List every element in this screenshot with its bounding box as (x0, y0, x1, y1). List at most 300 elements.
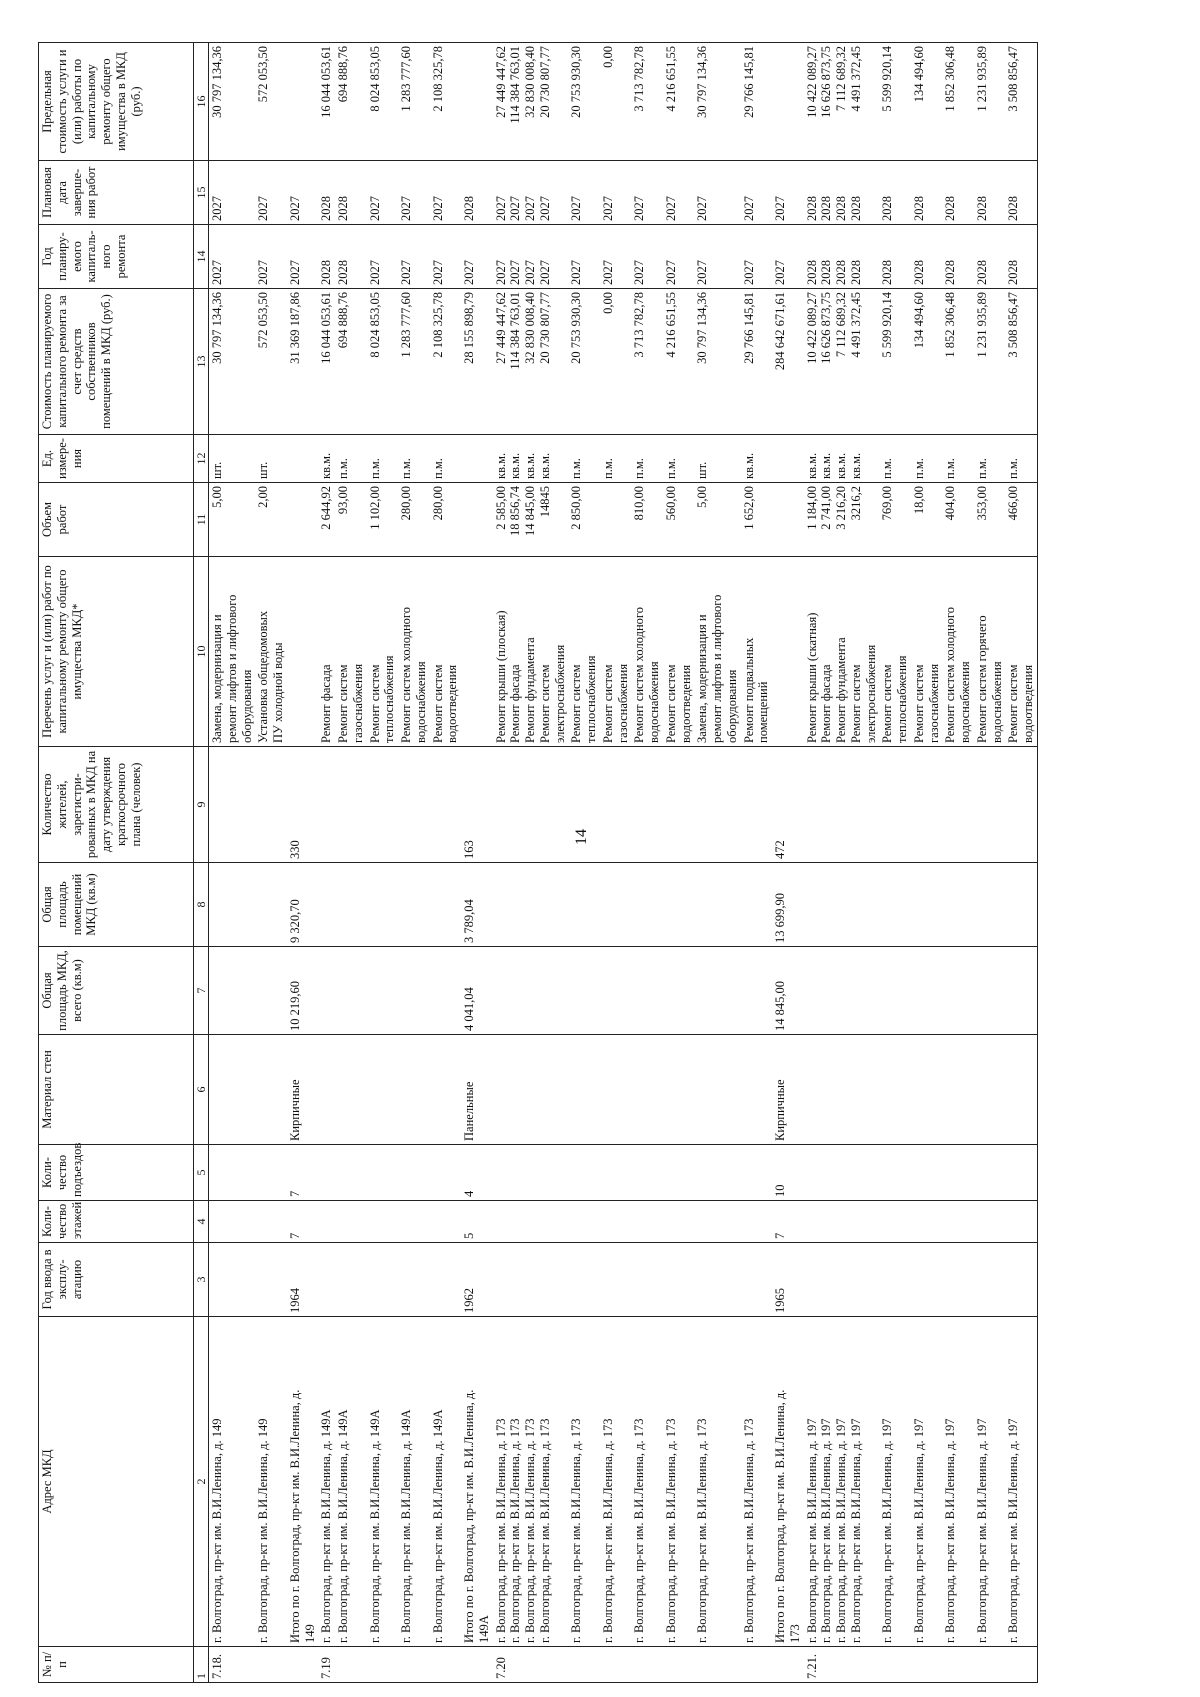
cell-planned-cost: 30 797 134,36 (209, 289, 256, 435)
column-number: 3 (194, 1243, 209, 1317)
cell-floors (209, 1201, 256, 1243)
cell-wall-material (430, 1035, 462, 1145)
column-number: 9 (194, 747, 209, 863)
cell-wall-material (1005, 1035, 1037, 1145)
cell-line: 14845 (537, 486, 552, 518)
cell-premises-area (804, 863, 880, 947)
cell-residents (663, 747, 695, 863)
cell-work-list (209, 557, 256, 747)
cell-entrances (568, 1145, 600, 1201)
cell-work-list (631, 557, 663, 747)
cell-work-list (600, 557, 632, 747)
cell-completion-date: 2028 (911, 161, 943, 225)
cell-item-number (461, 1647, 493, 1683)
cell-max-cost: 8 024 853,05 (367, 43, 399, 161)
cell-wall-material (804, 1035, 880, 1145)
cell-planned-cost (493, 289, 569, 435)
cell-wall-material (335, 1035, 367, 1145)
table-row (318, 43, 335, 1683)
cell-line: 10 422 089,27 (804, 46, 819, 118)
cell-work-volume: 1 652,00 (741, 483, 773, 557)
cell-entrances (367, 1145, 399, 1201)
cell-work-list (335, 557, 367, 747)
cell-item-number (942, 1647, 974, 1683)
cell-entrances (694, 1145, 740, 1201)
cell-unit (804, 435, 880, 483)
cell-line: 18 856,74 (508, 486, 523, 536)
cell-completion-date: 2028 (318, 161, 335, 225)
cell-max-cost: 3 713 782,78 (631, 43, 663, 161)
cell-premises-area (568, 863, 600, 947)
cell-line: оборудования (239, 669, 254, 743)
cell-entrances (398, 1145, 430, 1201)
cell-floors: 5 (461, 1201, 493, 1243)
cell-address (493, 1317, 569, 1647)
cell-item-number: 7.18. (209, 1647, 256, 1683)
cell-unit: п.м. (1005, 435, 1037, 483)
cell-line: Ремонт систем (430, 664, 445, 743)
cell-line: 32 830 008,40 (523, 292, 538, 364)
cell-entrances (209, 1145, 256, 1201)
cell-line: Установка общедомовых (256, 610, 271, 743)
cell-floors (694, 1201, 740, 1243)
cell-address: г. Волгоград, пр-кт им. В.И.Ленина, д. 173 (600, 1317, 632, 1647)
cell-max-cost (804, 43, 880, 161)
cell-commission-year (367, 1243, 399, 1317)
column-number: 1 (194, 1647, 209, 1683)
cell-planned-cost: 28 155 898,79 (461, 289, 493, 435)
cell-line: Ремонт систем (880, 664, 895, 743)
cell-item-number (287, 1647, 319, 1683)
cell-address: г. Волгоград, пр-кт им. В.И.Ленина, д. 197 (942, 1317, 974, 1647)
cell-residents (911, 747, 943, 863)
table-row (493, 43, 569, 1683)
column-number: 16 (194, 43, 209, 161)
cell-commission-year (430, 1243, 462, 1317)
cell-address: г. Волгоград, пр-кт им. В.И.Ленина, д. 173 (631, 1317, 663, 1647)
cell-premises-area (493, 863, 569, 947)
header-row (39, 43, 194, 1683)
cell-line: теплоснабжения (895, 655, 910, 743)
cell-line: 2 741,00 (819, 486, 834, 530)
cell-entrances (335, 1145, 367, 1201)
cell-repair-year: 2027 (631, 225, 663, 289)
cell-address: г. Волгоград, пр-кт им. В.И.Ленина, д. 149 (255, 1317, 287, 1647)
cell-completion-date: 2027 (772, 161, 804, 225)
table-row (694, 43, 740, 1683)
cell-entrances: 10 (772, 1145, 804, 1201)
cell-max-cost: 20 753 930,30 (568, 43, 600, 161)
cell-wall-material (911, 1035, 943, 1145)
cell-line: Замена, модернизация и (210, 614, 225, 743)
table-row (430, 43, 462, 1683)
cell-work-list (879, 557, 911, 747)
cell-entrances (974, 1145, 1006, 1201)
cell-line: 27 449 447,62 (493, 46, 508, 118)
cell-residents (335, 747, 367, 863)
cell-unit: п.м. (568, 435, 600, 483)
cell-premises-area (335, 863, 367, 947)
cell-work-list (255, 557, 287, 747)
cell-max-cost (493, 43, 569, 161)
cell-premises-area (974, 863, 1006, 947)
cell-total-area (879, 947, 911, 1035)
cell-completion-date: 2027 (398, 161, 430, 225)
cell-entrances (493, 1145, 569, 1201)
cell-residents (493, 747, 569, 863)
cell-address: г. Волгоград, пр-кт им. В.И.Ленина, д. 149А (398, 1317, 430, 1647)
cell-total-area (1005, 947, 1037, 1035)
cell-address: г. Волгоград, пр-кт им. В.И.Ленина, д. 149 (209, 1317, 256, 1647)
header-wall-material: Материал стен (39, 1035, 194, 1145)
cell-address: г. Волгоград, пр-кт им. В.И.Ленина, д. 173 (741, 1317, 773, 1647)
cell-wall-material: Панельные (461, 1035, 493, 1145)
header-address: Адрес МКД (39, 1317, 194, 1647)
header-max-cost: Предельная стоимость услуги и (или) работы по капитальному ремонту общего имущества в МКД (руб.) (39, 43, 194, 161)
cell-work-list (974, 557, 1006, 747)
cell-work-list (367, 557, 399, 747)
cell-line: Ремонт фасада (819, 664, 834, 743)
cell-max-cost (772, 43, 804, 161)
cell-address: г. Волгоград, пр-кт им. В.И.Ленина, д. 197 (879, 1317, 911, 1647)
column-number: 7 (194, 947, 209, 1035)
cell-line: Ремонт систем (569, 664, 584, 743)
cell-planned-cost: 3 508 856,47 (1005, 289, 1037, 435)
cell-work-volume (804, 483, 880, 557)
cell-work-list (663, 557, 695, 747)
rotated-table-container (38, 43, 1198, 1683)
header-unit: Ед. измере-ния (39, 435, 194, 483)
cell-address: г. Волгоград, пр-кт им. В.И.Ленина, д. 173 (663, 1317, 695, 1647)
cell-unit: п.м. (335, 435, 367, 483)
cell-line: 27 449 447,62 (493, 292, 508, 364)
cell-planned-cost: 20 753 930,30 (568, 289, 600, 435)
cell-planned-cost: 284 642 671,61 (772, 289, 804, 435)
cell-address (287, 1317, 319, 1647)
cell-unit: шт. (209, 435, 256, 483)
cell-line: 2028 (819, 260, 834, 285)
cell-unit: п.м. (367, 435, 399, 483)
cell-item-number (974, 1647, 1006, 1683)
cell-premises-area (255, 863, 287, 947)
cell-max-cost: 572 053,50 (255, 43, 287, 161)
cell-total-area (209, 947, 256, 1035)
cell-planned-cost: 16 044 053,61 (318, 289, 335, 435)
cell-entrances (1005, 1145, 1037, 1201)
cell-line: 149 (302, 1624, 317, 1643)
cell-residents (430, 747, 462, 863)
cell-wall-material (568, 1035, 600, 1145)
cell-total-area (942, 947, 974, 1035)
cell-floors (255, 1201, 287, 1243)
cell-line: 149А (476, 1615, 491, 1643)
cell-work-volume (493, 483, 569, 557)
cell-commission-year (804, 1243, 880, 1317)
cell-entrances (741, 1145, 773, 1201)
cell-line: Ремонт фундамента (834, 637, 849, 743)
cell-repair-year: 2028 (974, 225, 1006, 289)
cell-line: водоотведения (1021, 664, 1036, 743)
cell-planned-cost: 29 766 145,81 (741, 289, 773, 435)
cell-wall-material: Кирпичные (772, 1035, 804, 1145)
header-entrances: Коли-чество подъездов (39, 1145, 194, 1201)
cell-work-volume: 93,00 (335, 483, 367, 557)
header-work-volume: Объем работ (39, 483, 194, 557)
cell-entrances (942, 1145, 974, 1201)
header-planned-cost: Стоимость планируемого капитального ремонта за счет средств собственников помещений в МКД (руб.) (39, 289, 194, 435)
cell-line: кв.м. (493, 452, 508, 479)
cell-repair-year: 2027 (600, 225, 632, 289)
cell-repair-year: 2028 (879, 225, 911, 289)
cell-repair-year: 2028 (318, 225, 335, 289)
cell-unit: п.м. (600, 435, 632, 483)
cell-floors (974, 1201, 1006, 1243)
cell-repair-year: 2027 (772, 225, 804, 289)
cell-total-area (600, 947, 632, 1035)
cell-floors (741, 1201, 773, 1243)
cell-work-list: Ремонт фасада (318, 557, 335, 747)
cell-commission-year (694, 1243, 740, 1317)
cell-line: Ремонт крыши (скатная) (804, 612, 819, 743)
cell-premises-area (879, 863, 911, 947)
table-row (663, 43, 695, 1683)
cell-work-list (493, 557, 569, 747)
cell-line: теплоснабжения (382, 655, 397, 743)
cell-line: 3 216,20 (834, 486, 849, 530)
cell-item-number (568, 1647, 600, 1683)
cell-repair-year: 2027 (461, 225, 493, 289)
cell-unit: шт. (694, 435, 740, 483)
cell-max-cost: 3 508 856,47 (1005, 43, 1037, 161)
cell-line: 2027 (493, 196, 508, 221)
cell-line: водоотведения (445, 664, 460, 743)
cell-completion-date: 2027 (568, 161, 600, 225)
cell-repair-year: 2027 (741, 225, 773, 289)
cell-work-list (804, 557, 880, 747)
header-floors: Коли-чество этажей (39, 1201, 194, 1243)
cell-residents (694, 747, 740, 863)
cell-planned-cost: 30 797 134,36 (694, 289, 740, 435)
cell-line: теплоснабжения (584, 655, 599, 743)
cell-planned-cost: 134 494,60 (911, 289, 943, 435)
cell-repair-year: 2027 (287, 225, 319, 289)
cell-line: 2028 (848, 260, 863, 285)
cell-line: 2028 (848, 196, 863, 221)
cell-address: г. Волгоград, пр-кт им. В.И.Ленина, д. 173 (694, 1317, 740, 1647)
cell-unit: кв.м. (318, 435, 335, 483)
cell-commission-year (631, 1243, 663, 1317)
cell-line: 16 626 873,75 (819, 292, 834, 364)
cell-entrances (318, 1145, 335, 1201)
cell-repair-year: 2027 (255, 225, 287, 289)
cell-total-area (398, 947, 430, 1035)
cell-commission-year (600, 1243, 632, 1317)
cell-max-cost: 0,00 (600, 43, 632, 161)
cell-line: Ремонт систем (367, 664, 382, 743)
table-row (974, 43, 1006, 1683)
cell-residents: 330 (287, 747, 319, 863)
cell-line: 2027 (537, 260, 552, 285)
cell-address (804, 1317, 880, 1647)
cell-entrances (804, 1145, 880, 1201)
header-completion-date: Плановая дата заверше-ния работ (39, 161, 194, 225)
cell-planned-cost: 8 024 853,05 (367, 289, 399, 435)
cell-line: 2 585,00 (493, 486, 508, 530)
cell-repair-year: 2028 (942, 225, 974, 289)
cell-premises-area (209, 863, 256, 947)
column-number: 14 (194, 225, 209, 289)
cell-address: г. Волгоград, пр-кт им. В.И.Ленина, д. 173 (568, 1317, 600, 1647)
column-number: 11 (194, 483, 209, 557)
cell-address: г. Волгоград, пр-кт им. В.И.Ленина, д. 197 (911, 1317, 943, 1647)
cell-completion-date: 2028 (974, 161, 1006, 225)
table-body (209, 43, 1038, 1683)
cell-line: 32 830 008,40 (523, 46, 538, 118)
cell-work-volume: 404,00 (942, 483, 974, 557)
cell-premises-area (911, 863, 943, 947)
cell-commission-year: 1965 (772, 1243, 804, 1317)
cell-commission-year (318, 1243, 335, 1317)
cell-commission-year (663, 1243, 695, 1317)
cell-line: газоснабжения (350, 663, 365, 743)
cell-address: г. Волгоград, пр-кт им. В.И.Ленина, д. 197 (974, 1317, 1006, 1647)
cell-wall-material (318, 1035, 335, 1145)
cell-commission-year (879, 1243, 911, 1317)
cell-residents (879, 747, 911, 863)
cell-floors: 7 (772, 1201, 804, 1243)
cell-entrances (631, 1145, 663, 1201)
cell-max-cost (461, 43, 493, 161)
header-total-area: Общая площадь МКД, всего (кв.м) (39, 947, 194, 1035)
cell-floors (879, 1201, 911, 1243)
cell-unit: шт. (255, 435, 287, 483)
cell-residents (1005, 747, 1037, 863)
cell-entrances (430, 1145, 462, 1201)
cell-wall-material (367, 1035, 399, 1145)
cell-line: Итого по г. Волгоград, пр-кт им. В.И.Ленина, д. (462, 1389, 477, 1643)
cell-wall-material (741, 1035, 773, 1145)
cell-repair-year: 2027 (568, 225, 600, 289)
cell-line: Итого по г. Волгоград, пр-кт им. В.И.Ленина, д. (287, 1389, 302, 1643)
cell-line: ПУ холодной воды (271, 642, 286, 743)
cell-commission-year: 1964 (287, 1243, 319, 1317)
cell-work-volume: 280,00 (398, 483, 430, 557)
cell-line: Ремонт фасада (508, 664, 523, 743)
cell-commission-year (568, 1243, 600, 1317)
cell-line: 20 730 807,77 (537, 292, 552, 364)
cell-premises-area (430, 863, 462, 947)
cell-address (461, 1317, 493, 1647)
cell-completion-date: 2027 (741, 161, 773, 225)
cell-line: 114 384 763,01 (508, 292, 523, 370)
cell-total-area (741, 947, 773, 1035)
cell-unit: п.м. (942, 435, 974, 483)
cell-planned-cost: 572 053,50 (255, 289, 287, 435)
cell-floors (318, 1201, 335, 1243)
cell-line: Ремонт систем холодного (399, 607, 414, 743)
cell-commission-year (255, 1243, 287, 1317)
cell-line: 2027 (523, 196, 538, 221)
cell-total-area: 10 219,60 (287, 947, 319, 1035)
cell-work-volume: 280,00 (430, 483, 462, 557)
cell-residents (974, 747, 1006, 863)
cell-item-number (430, 1647, 462, 1683)
cell-work-volume: 466,00 (1005, 483, 1037, 557)
cell-line: Ремонт систем (663, 664, 678, 743)
cell-max-cost: 134 494,60 (911, 43, 943, 161)
cell-unit (287, 435, 319, 483)
cell-line: ремонт лифтов и лифтового (710, 594, 725, 743)
cell-floors (942, 1201, 974, 1243)
cell-line: Ремонт систем (336, 664, 351, 743)
cell-repair-year: 2027 (663, 225, 695, 289)
cell-floors (398, 1201, 430, 1243)
cell-premises-area: 9 320,70 (287, 863, 319, 947)
cell-max-cost (287, 43, 319, 161)
cell-line: 2028 (804, 196, 819, 221)
cell-line: 20 730 807,77 (537, 46, 552, 118)
cell-completion-date: 2027 (287, 161, 319, 225)
cell-line: г. Волгоград, пр-кт им. В.И.Ленина, д. 197 (804, 1418, 819, 1643)
cell-planned-cost: 0,00 (600, 289, 632, 435)
cell-repair-year: 2027 (694, 225, 740, 289)
cell-work-volume: 560,00 (663, 483, 695, 557)
column-number: 5 (194, 1145, 209, 1201)
cell-line: оборудования (724, 669, 739, 743)
cell-repair-year: 2027 (367, 225, 399, 289)
header-work-list: Перечень услуг и (или) работ по капитальному ремонту общего имущества МКД* (39, 557, 194, 747)
cell-work-list (568, 557, 600, 747)
cell-residents: 163 (461, 747, 493, 863)
cell-entrances (911, 1145, 943, 1201)
cell-line: г. Волгоград, пр-кт им. В.И.Ленина, д. 173 (508, 1418, 523, 1643)
cell-completion-date: 2027 (694, 161, 740, 225)
table-row (367, 43, 399, 1683)
cell-residents (398, 747, 430, 863)
cell-line: Ремонт систем (600, 664, 615, 743)
cell-repair-year: 2028 (911, 225, 943, 289)
cell-work-list (694, 557, 740, 747)
cell-max-cost: 30 797 134,36 (694, 43, 740, 161)
cell-planned-cost: 3 713 782,78 (631, 289, 663, 435)
cell-line: 2027 (493, 260, 508, 285)
cell-unit: п.м. (974, 435, 1006, 483)
cell-entrances: 7 (287, 1145, 319, 1201)
cell-commission-year (974, 1243, 1006, 1317)
cell-planned-cost: 2 108 325,78 (430, 289, 462, 435)
cell-completion-date: 2028 (335, 161, 367, 225)
cell-max-cost: 29 766 145,81 (741, 43, 773, 161)
column-number: 15 (194, 161, 209, 225)
cell-item-number (1005, 1647, 1037, 1683)
cell-residents (631, 747, 663, 863)
cell-work-volume: 2 644,92 (318, 483, 335, 557)
cell-unit: кв.м. (741, 435, 773, 483)
cell-planned-cost: 694 888,76 (335, 289, 367, 435)
cell-premises-area (398, 863, 430, 947)
cell-completion-date: 2027 (600, 161, 632, 225)
cell-wall-material (493, 1035, 569, 1145)
cell-unit: п.м. (879, 435, 911, 483)
cell-line: водоснабжения (647, 661, 662, 743)
cell-line: водоотведения (678, 664, 693, 743)
cell-line: 7 112 689,32 (834, 292, 849, 358)
cell-residents (318, 747, 335, 863)
table-row (911, 43, 943, 1683)
cell-wall-material (663, 1035, 695, 1145)
cell-entrances (255, 1145, 287, 1201)
cell-line: 4 491 372,45 (848, 292, 863, 358)
